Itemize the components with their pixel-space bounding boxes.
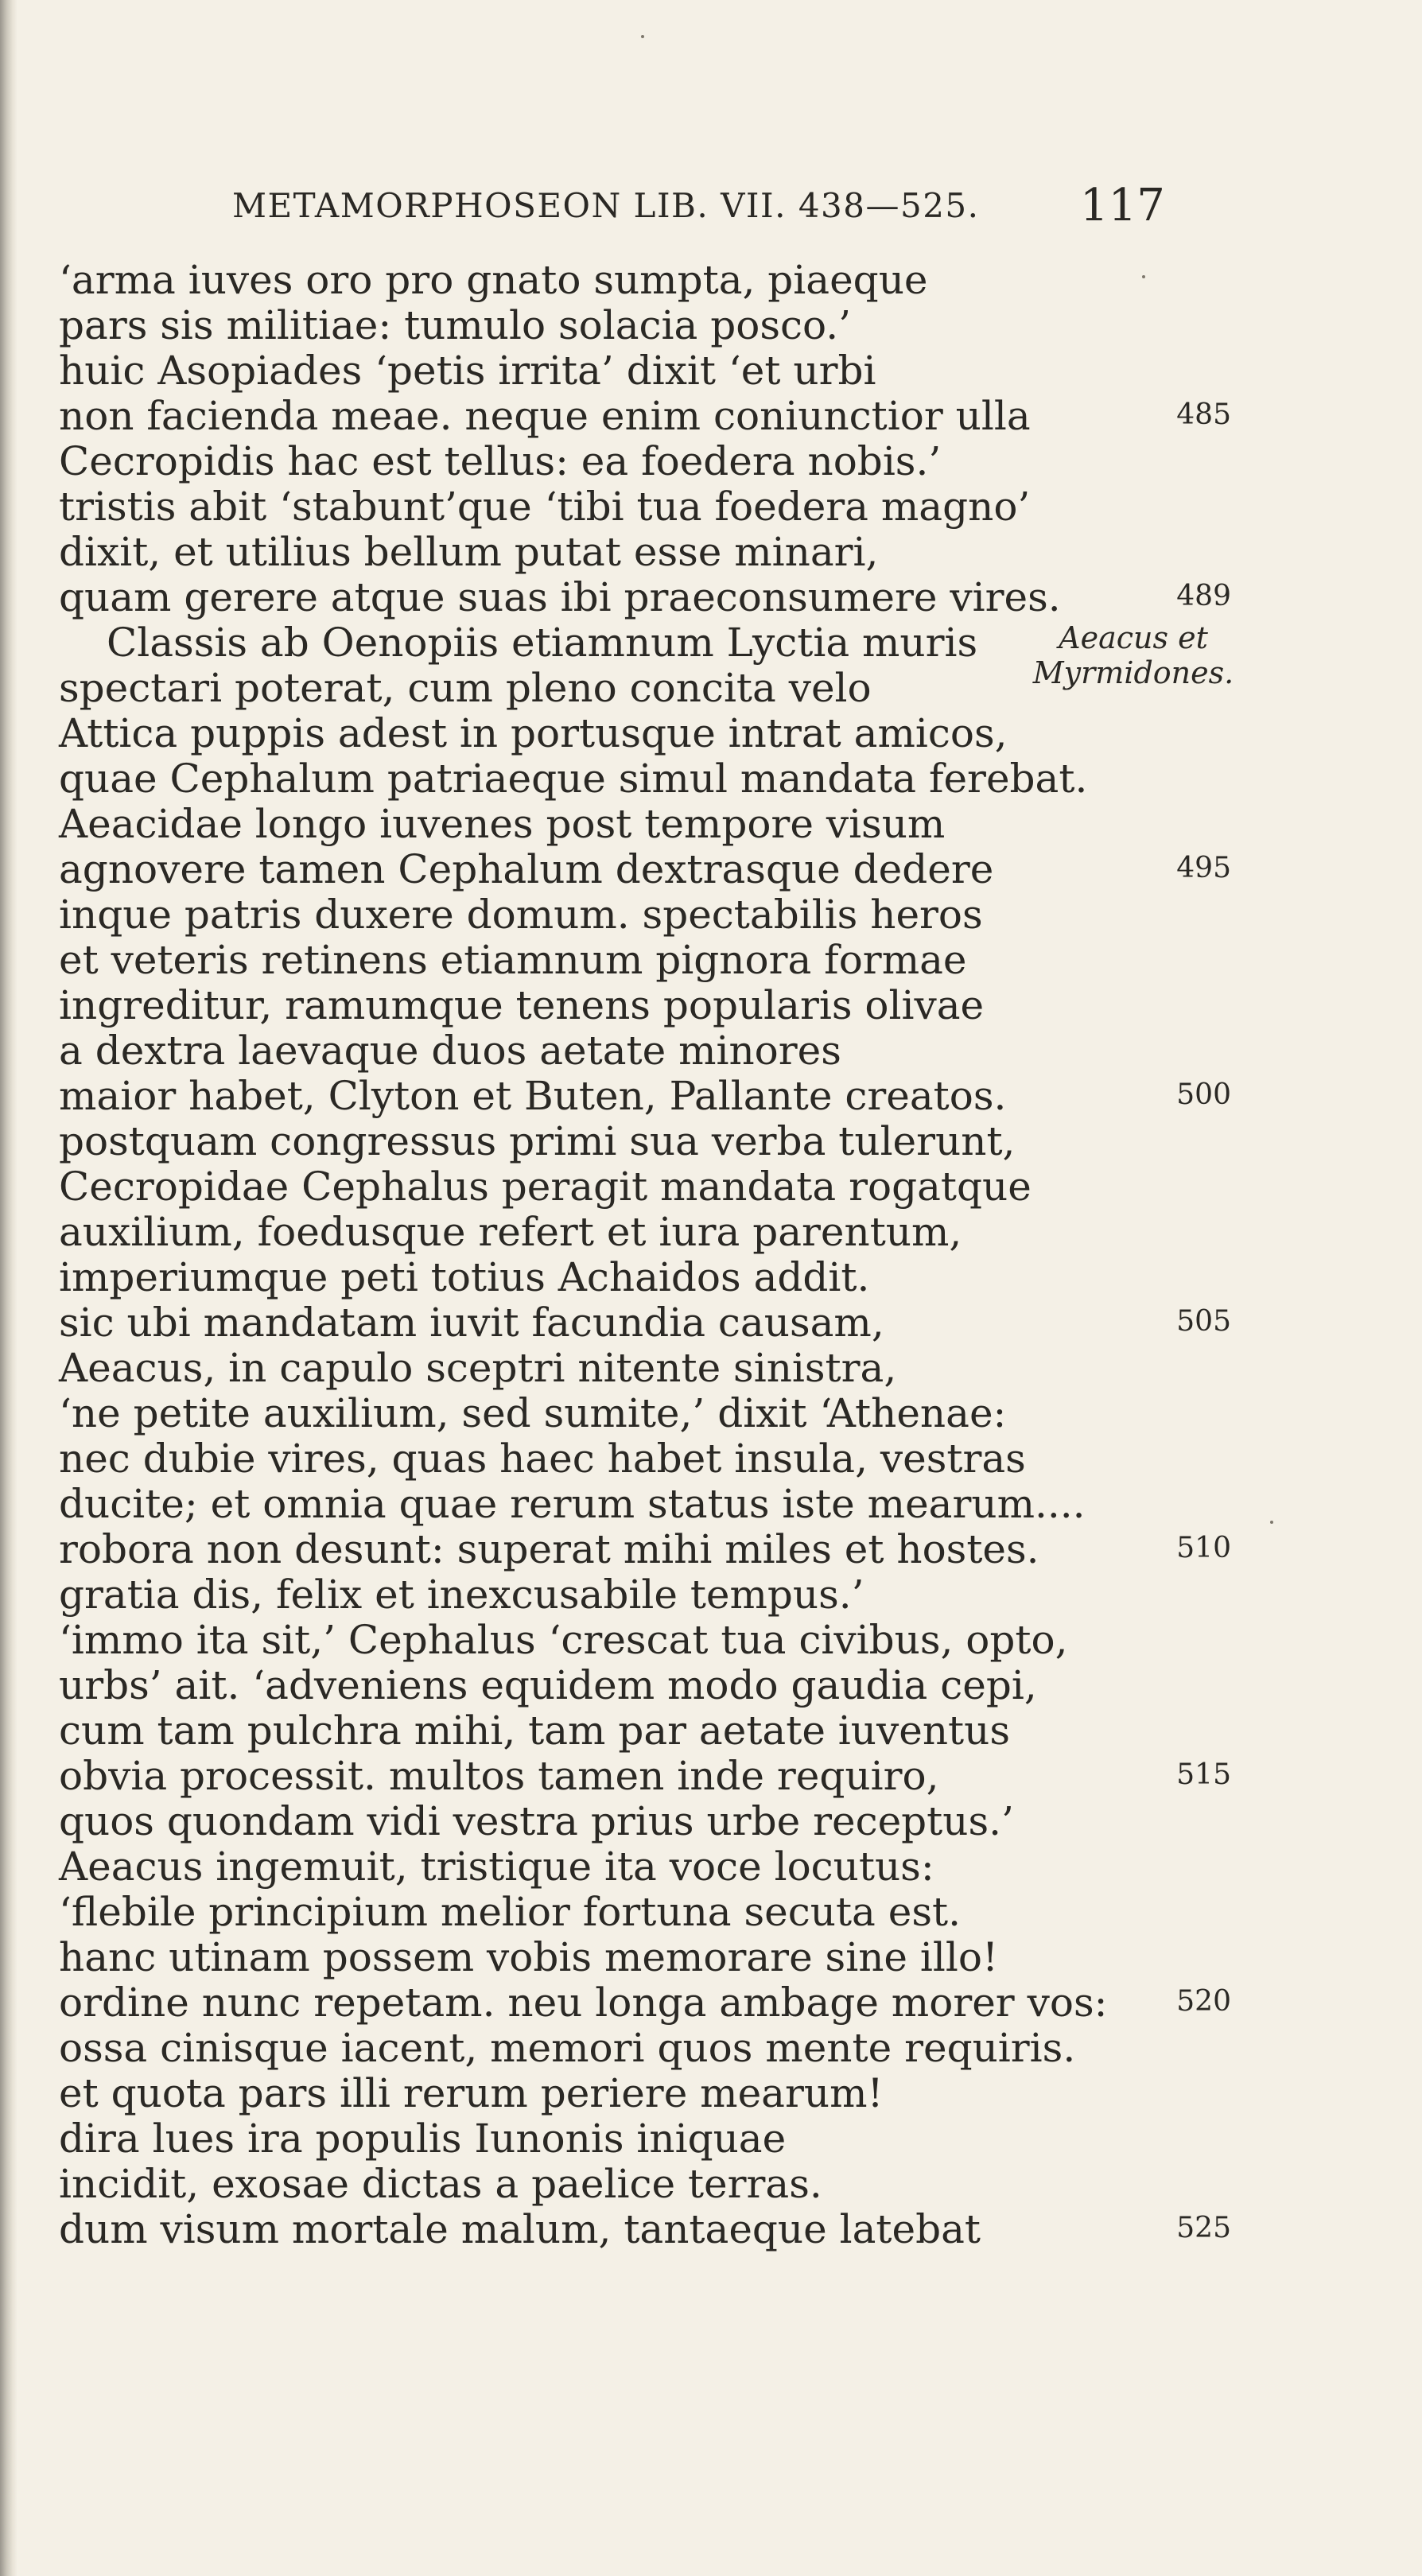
line-number: 515 (1176, 1758, 1231, 1791)
verse-line: gratia dis, felix et inexcusabile tempus.’ (59, 1572, 864, 1618)
marginal-note-line: Aeacus et (1059, 620, 1208, 655)
verse-line: quae Cephalum patriaeque simul mandata ferebat. (59, 756, 1088, 802)
verse-line: sic ubi mandatam iuvit facundia causam, (59, 1300, 884, 1346)
line-number: 485 (1176, 398, 1231, 431)
verse-line: Cecropidae Cephalus peragit mandata rogatque (59, 1164, 1032, 1210)
verse-line: ‘ne petite auxilium, sed sumite,’ dixit ‘Athenae: (59, 1390, 1007, 1436)
verse-line: robora non desunt: superat mihi miles et hostes. (59, 1526, 1039, 1572)
verse-line: ordine nunc repetam. neu longa ambage morer vos: (59, 1980, 1108, 2026)
verse-line: huic Asopiades ‘petis irrita’ dixit ‘et urbi (59, 348, 876, 394)
paper-speck (641, 35, 644, 38)
verse-line: ingreditur, ramumque tenens popularis olivae (59, 982, 985, 1028)
verse-line: ‘flebile principium melior fortuna secuta est. (59, 1889, 961, 1935)
verse-line: Aeacus ingemuit, tristique ita voce locutus: (59, 1844, 934, 1890)
verse-line: spectari poterat, cum pleno concita velo (59, 665, 872, 711)
verse-line: incidit, exosae dictas a paelice terras. (59, 2161, 822, 2207)
verse-line: obvia processit. multos tamen inde requiro, (59, 1753, 939, 1799)
verse-line: ‘arma iuves oro pro gnato sumpta, piaeque (59, 257, 928, 303)
verse-text (59, 257, 1108, 2252)
verse-line: urbs’ ait. ‘adveniens equidem modo gaudia cepi, (59, 1662, 1037, 1708)
verse-line: auxilium, foedusque refert et iura parentum, (59, 1209, 962, 1255)
verse-line: maior habet, Clyton et Buten, Pallante creatos. (59, 1073, 1007, 1119)
verse-line: cum tam pulchra mihi, tam par aetate iuventus (59, 1708, 1010, 1754)
paper-speck (1142, 275, 1145, 278)
verse-line: Aeacus, in capulo sceptri nitente sinistra, (59, 1345, 897, 1391)
verse-line: ‘immo ita sit,’ Cephalus ‘crescat tua civibus, opto, (59, 1617, 1068, 1663)
line-number: 489 (1176, 580, 1231, 612)
verse-line: tristis abit ‘stabunt’que ‘tibi tua foedera magno’ (59, 484, 1031, 530)
verse-line: agnovere tamen Cephalum dextrasque dedere (59, 846, 994, 892)
verse-line: postquam congressus primi sua verba tulerunt, (59, 1118, 1016, 1164)
line-number: 525 (1176, 2212, 1231, 2244)
verse-line: imperiumque peti totius Achaidos addit. (59, 1254, 870, 1300)
verse-line: Attica puppis adest in portusque intrat amicos, (59, 710, 1008, 756)
verse-line: pars sis militiae: tumulo solacia posco.’ (59, 302, 852, 348)
verse-line: ducite; et omnia quae rerum status iste mearum.... (59, 1481, 1086, 1527)
verse-line: quos quondam vidi vestra prius urbe receptus.’ (59, 1798, 1014, 1844)
verse-line: non facienda meae. neque enim coniunctior ulla (59, 393, 1031, 439)
line-number: 520 (1176, 1985, 1231, 2018)
line-number: 495 (1176, 852, 1231, 884)
verse-line: quam gerere atque suas ibi praeconsumere vires. (59, 574, 1061, 620)
verse-line: dira lues ira populis Iunonis iniquae (59, 2116, 787, 2162)
verse-line: dixit, et utilius bellum putat esse minari, (59, 529, 879, 575)
page-number: 117 (1080, 180, 1165, 231)
paper-speck (1270, 1521, 1273, 1524)
verse-line: et quota pars illi rerum periere mearum! (59, 2070, 884, 2116)
verse-line: nec dubie vires, quas haec habet insula, vestras (59, 1436, 1026, 1482)
verse-line: dum visum mortale malum, tantaeque latebat (59, 2206, 981, 2252)
verse-line: a dextra laevaque duos aetate minores (59, 1028, 841, 1074)
line-number: 505 (1176, 1305, 1231, 1338)
verse-line: Classis ab Oenopiis etiamnum Lyctia muris (107, 620, 978, 666)
verse-line: et veteris retinens etiamnum pignora formae (59, 937, 967, 983)
verse-line: inque patris duxere domum. spectabilis heros (59, 892, 983, 938)
verse-line: Cecropidis hac est tellus: ea foedera nobis.’ (59, 438, 942, 484)
verse-line: ossa cinisque iacent, memori quos mente requiris. (59, 2025, 1076, 2071)
marginal-note-line: Myrmidones. (1032, 655, 1234, 690)
verse-line: Aeacidae longo iuvenes post tempore visum (59, 801, 946, 847)
marginal-note (1026, 620, 1241, 690)
running-title: METAMORPHOSEON LIB. VII. 438—525. (232, 186, 980, 225)
line-number: 500 (1176, 1078, 1231, 1111)
page-spine-shadow (0, 0, 17, 2576)
verse-line: hanc utinam possem vobis memorare sine illo! (59, 1934, 999, 1980)
line-number: 510 (1176, 1532, 1231, 1564)
